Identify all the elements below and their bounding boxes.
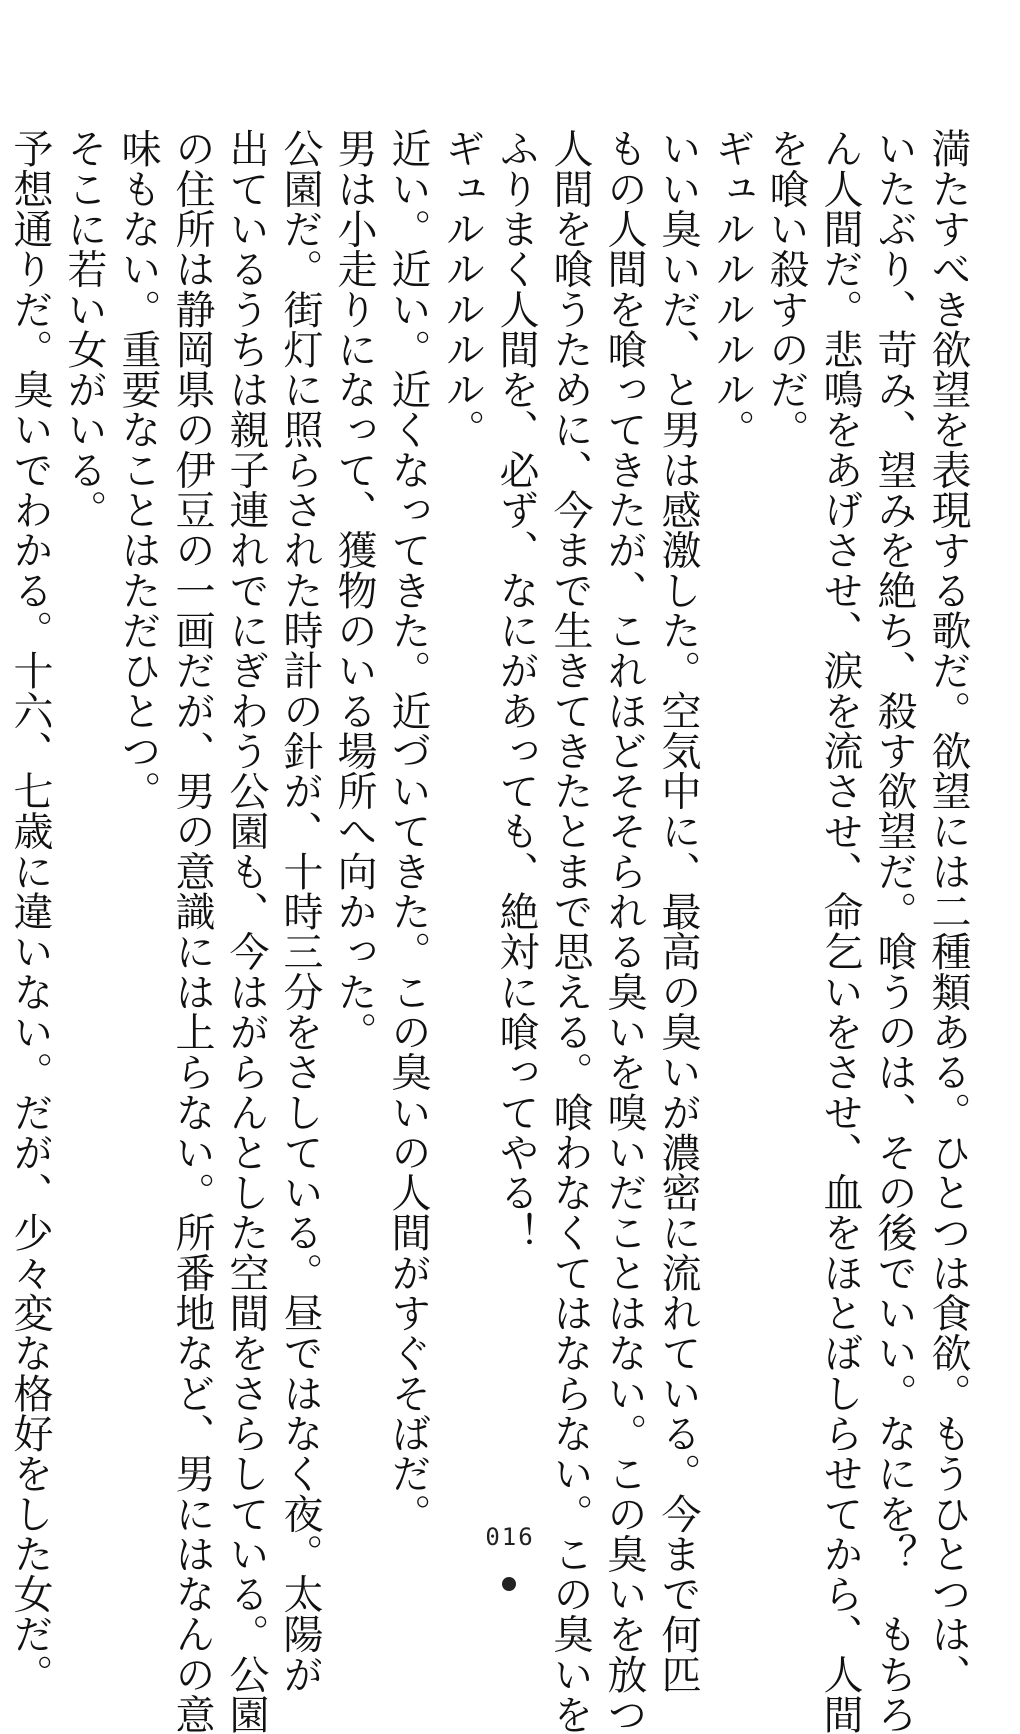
text-line: 出ているうちは親子連れでにぎわう公園も、今はがらんとした空間をさらしている。公園 xyxy=(223,128,269,1734)
page-number: 016 xyxy=(485,1523,535,1551)
text-line: そこに若い女がいる。 xyxy=(61,128,107,530)
text-line: いい臭いだ、と男は感激した。空気中に、最高の臭いが濃密に流れている。今まで何匹 xyxy=(655,128,701,1694)
text-line: 人間を喰うために、今まで生きてきたとまで思える。喰わなくてはならない。この臭いを xyxy=(547,128,593,1734)
text-line: の住所は静岡県の伊豆の一画だが、男の意識には上らない。所番地など、男にはなんの意 xyxy=(169,128,215,1734)
text-line: ギュルルルルル。 xyxy=(709,128,755,450)
text-line: ギュルルルルル。 xyxy=(439,128,485,450)
page-ornament-dot xyxy=(502,1577,516,1591)
text-line: ん人間だ。悲鳴をあげさせ、涙を流させ、命乞いをさせ、血をほとばしらせてから、人間 xyxy=(817,128,863,1734)
text-line: 近い。近い。近くなってきた。近づいてきた。この臭いの人間がすぐそばだ。 xyxy=(385,128,431,1534)
text-line: 公園だ。街灯に照らされた時計の針が、十時三分をさしている。昼ではなく夜。太陽が xyxy=(277,128,323,1694)
text-line: 予想通りだ。臭いでわかる。十六、七歳に違いない。だが、少々変な格好をした女だ。 xyxy=(7,128,53,1694)
text-line: を喰い殺すのだ。 xyxy=(763,128,809,450)
text-line: ふりまく人間を、必ず、なにがあっても、絶対に喰ってやる！ xyxy=(493,128,539,1253)
text-line: 満たすべき欲望を表現する歌だ。欲望には二種類ある。ひとつは食欲。もうひとつは、 xyxy=(925,128,971,1694)
text-line: 男は小走りになって、獲物のいる場所へ向かった。 xyxy=(331,128,377,1052)
text-line: いたぶり、苛み、望みを絶ち、殺す欲望だ。喰うのは、その後でいい。なにを？ もちろ xyxy=(871,128,917,1734)
text-line: もの人間を喰ってきたが、これほどそそられる臭いを嗅いだことはない。この臭いを放つ xyxy=(601,128,647,1734)
text-line: 味もない。重要なことはただひとつ。 xyxy=(115,128,161,811)
